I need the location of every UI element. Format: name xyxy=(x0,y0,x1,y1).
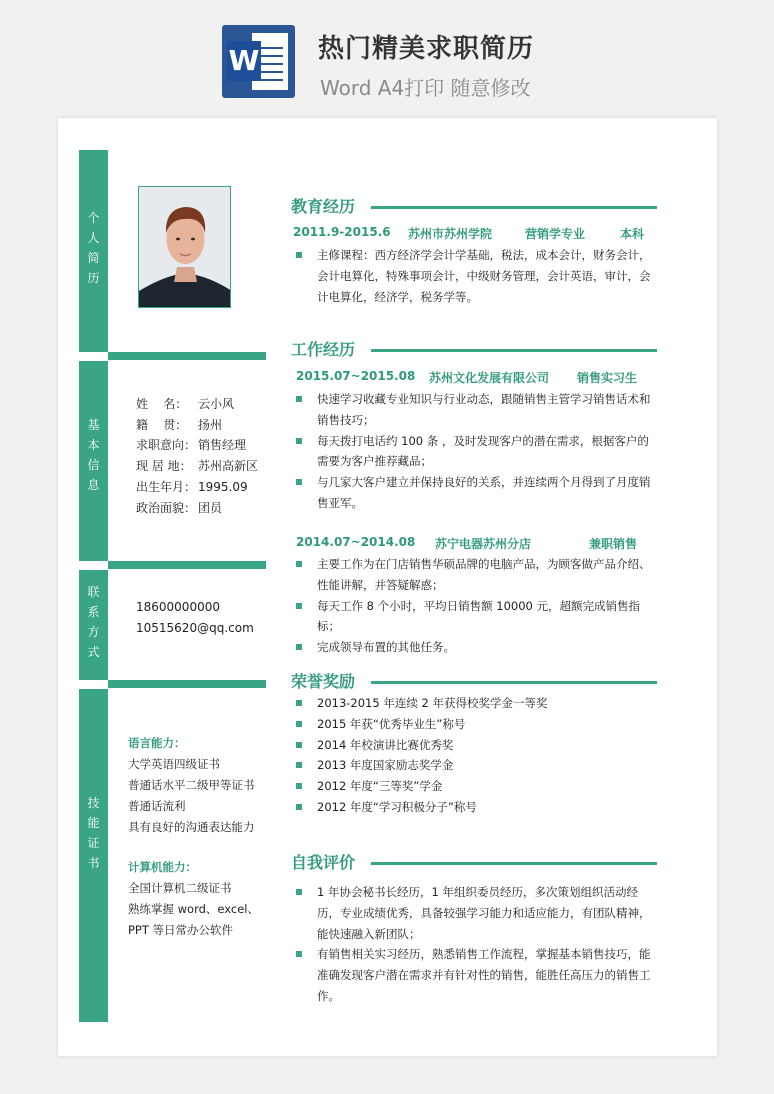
sidebar-label-char: 人 xyxy=(87,231,100,245)
section-title: 教育经历 xyxy=(291,197,356,216)
section-title: 自我评价 xyxy=(291,853,356,872)
info-label: 籍 贯： xyxy=(136,417,188,432)
word-icon xyxy=(222,25,295,98)
info-label: 出生年月： xyxy=(136,479,197,494)
contact-list xyxy=(136,597,254,639)
education-details xyxy=(293,245,655,307)
list-item: 2012 年度“三等奖”学金 xyxy=(293,776,655,797)
honors-list xyxy=(293,693,655,818)
section-education-header xyxy=(291,194,657,220)
sidebar-section-basic-info xyxy=(79,361,108,561)
sidebar-label-char: 方 xyxy=(87,625,100,639)
skill-item: 普通话流利 xyxy=(128,799,186,813)
list-item: 2013 年度国家励志奖学金 xyxy=(293,755,655,776)
section-divider xyxy=(108,352,266,360)
education-school: 苏州市苏州学院 xyxy=(408,227,493,241)
sidebar-label-char: 式 xyxy=(87,645,100,659)
sidebar-label-char: 基 xyxy=(87,418,100,432)
info-label: 现 居 地： xyxy=(136,459,192,474)
info-row xyxy=(136,394,258,415)
job-position: 销售实习生 xyxy=(577,371,638,385)
list-item: 每天工作 8 个小时，平均日销售额 10000 元，超额完成销售指标； xyxy=(293,596,655,638)
info-row xyxy=(136,435,258,456)
sidebar-label-char: 技 xyxy=(87,796,100,810)
page-header xyxy=(0,0,774,110)
sidebar-label-char: 信 xyxy=(87,458,100,472)
info-value: 苏州高新区 xyxy=(198,459,259,474)
skill-item: 具有良好的沟通表达能力 xyxy=(128,820,255,834)
info-row xyxy=(136,498,258,519)
list-item: 2014 年校演讲比赛优秀奖 xyxy=(293,735,655,756)
job-period: 2014.07~2014.08 xyxy=(296,535,416,549)
section-divider xyxy=(108,561,266,569)
sidebar-section-contact xyxy=(79,570,108,680)
sidebar-label-char: 息 xyxy=(87,478,100,492)
info-row xyxy=(136,477,258,498)
sidebar-label-char: 能 xyxy=(87,816,100,830)
section-rule xyxy=(371,681,657,684)
sidebar-label-char: 个 xyxy=(87,211,100,225)
page-subtitle: Word A4打印 随意修改 xyxy=(320,76,531,100)
self-evaluation-list xyxy=(293,882,655,1007)
list-item: 主修课程：西方经济学会计学基础，税法，成本会计，财务会计，会计电算化，特殊事项会计，中级财务管理，会计英语，审计，会计电算化，经济学，税务学等。 xyxy=(293,245,655,307)
computer-skills-heading: 计算机能力： xyxy=(128,860,197,874)
info-value: 销售经理 xyxy=(198,438,247,453)
info-label: 姓 名： xyxy=(136,397,188,411)
education-period: 2011.9-2015.6 xyxy=(293,225,391,239)
info-label: 政治面貌： xyxy=(136,500,197,515)
sidebar-label-char: 历 xyxy=(87,271,100,285)
sidebar-label-char: 本 xyxy=(87,438,100,452)
section-rule xyxy=(371,206,657,209)
sidebar-label-char: 证 xyxy=(87,836,100,850)
education-major: 营销学专业 xyxy=(525,227,586,241)
sidebar-section-skills xyxy=(79,689,108,1022)
info-value: 扬州 xyxy=(198,417,223,432)
job-position: 兼职销售 xyxy=(589,537,638,551)
list-item: 2013-2015 年连续 2 年获得校奖学金一等奖 xyxy=(293,693,655,714)
skill-item: 普通话水平二级甲等证书 xyxy=(128,778,255,792)
list-item: 有销售相关实习经历，熟悉销售工作流程，掌握基本销售技巧，能准确发现客户潜在需求并有针对性的销售，能胜任高压力的销售工作。 xyxy=(293,944,655,1006)
profile-photo xyxy=(138,186,231,308)
job-company: 苏宁电器苏州分店 xyxy=(435,537,532,551)
skill-item: 全国计算机二级证书 xyxy=(128,881,232,895)
list-item: 完成领导布置的其他任务。 xyxy=(293,637,655,658)
job-company: 苏州文化发展有限公司 xyxy=(429,371,550,385)
list-item: 与几家大客户建立并保持良好的关系，并连续两个月得到了月度销售亚军。 xyxy=(293,472,655,514)
section-title: 工作经历 xyxy=(291,340,356,359)
resume-paper xyxy=(58,118,717,1056)
word-letter: W xyxy=(227,41,261,81)
section-work-header xyxy=(291,337,657,363)
email-address: 10515620@qq.com xyxy=(136,621,254,635)
list-item: 1 年协会秘书长经历，1 年组织委员经历，多次策划组织活动经历，专业成绩优秀，具备较强学习能力和适应能力，有团队精神，能快速融入新团队； xyxy=(293,882,655,944)
sidebar-label-char: 书 xyxy=(87,856,100,870)
list-item: 主要工作为在门店销售华硕品牌的电脑产品，为顾客做产品介绍、性能讲解，并答疑解惑； xyxy=(293,554,655,596)
skill-item: PPT 等日常办公软件 xyxy=(128,923,234,937)
skill-item: 大学英语四级证书 xyxy=(128,757,220,771)
list-item: 2012 年度“学习积极分子”称号 xyxy=(293,797,655,818)
phone-number: 18600000000 xyxy=(136,600,220,614)
section-rule xyxy=(371,862,657,865)
list-item: 快速学习收藏专业知识与行业动态，跟随销售主管学习销售话术和销售技巧； xyxy=(293,389,655,431)
section-self-evaluation-header xyxy=(291,850,657,876)
info-value: 团员 xyxy=(198,500,223,515)
sidebar-label-char: 简 xyxy=(87,251,100,265)
info-row xyxy=(136,415,258,436)
list-item: 2015 年获“优秀毕业生”称号 xyxy=(293,714,655,735)
language-skills-heading: 语言能力： xyxy=(128,736,186,750)
info-row xyxy=(136,456,258,477)
sidebar-label-char: 联 xyxy=(87,585,100,599)
sidebar-label-char: 系 xyxy=(87,605,100,619)
education-degree: 本科 xyxy=(620,227,645,241)
section-rule xyxy=(371,349,657,352)
job-period: 2015.07~2015.08 xyxy=(296,369,416,383)
skills-list xyxy=(128,733,259,941)
job-details xyxy=(293,554,655,658)
list-item: 每天拨打电话约 100 条 ，及时发现客户的潜在需求，根据客户的需要为客户推荐藏品； xyxy=(293,431,655,473)
info-value: 1995.09 xyxy=(198,479,248,494)
job-details xyxy=(293,389,655,514)
info-value: 云小风 xyxy=(198,397,235,411)
basic-info-list xyxy=(136,394,258,518)
section-title: 荣誉奖励 xyxy=(291,672,356,691)
page-title: 热门精美求职简历 xyxy=(318,34,535,64)
portrait-image xyxy=(139,187,231,308)
section-divider xyxy=(108,680,266,688)
skill-item: 熟练掌握 word、excel、 xyxy=(128,902,259,916)
sidebar-section-profile xyxy=(79,150,108,352)
section-honors-header xyxy=(291,669,657,695)
info-label: 求职意向： xyxy=(136,438,197,453)
